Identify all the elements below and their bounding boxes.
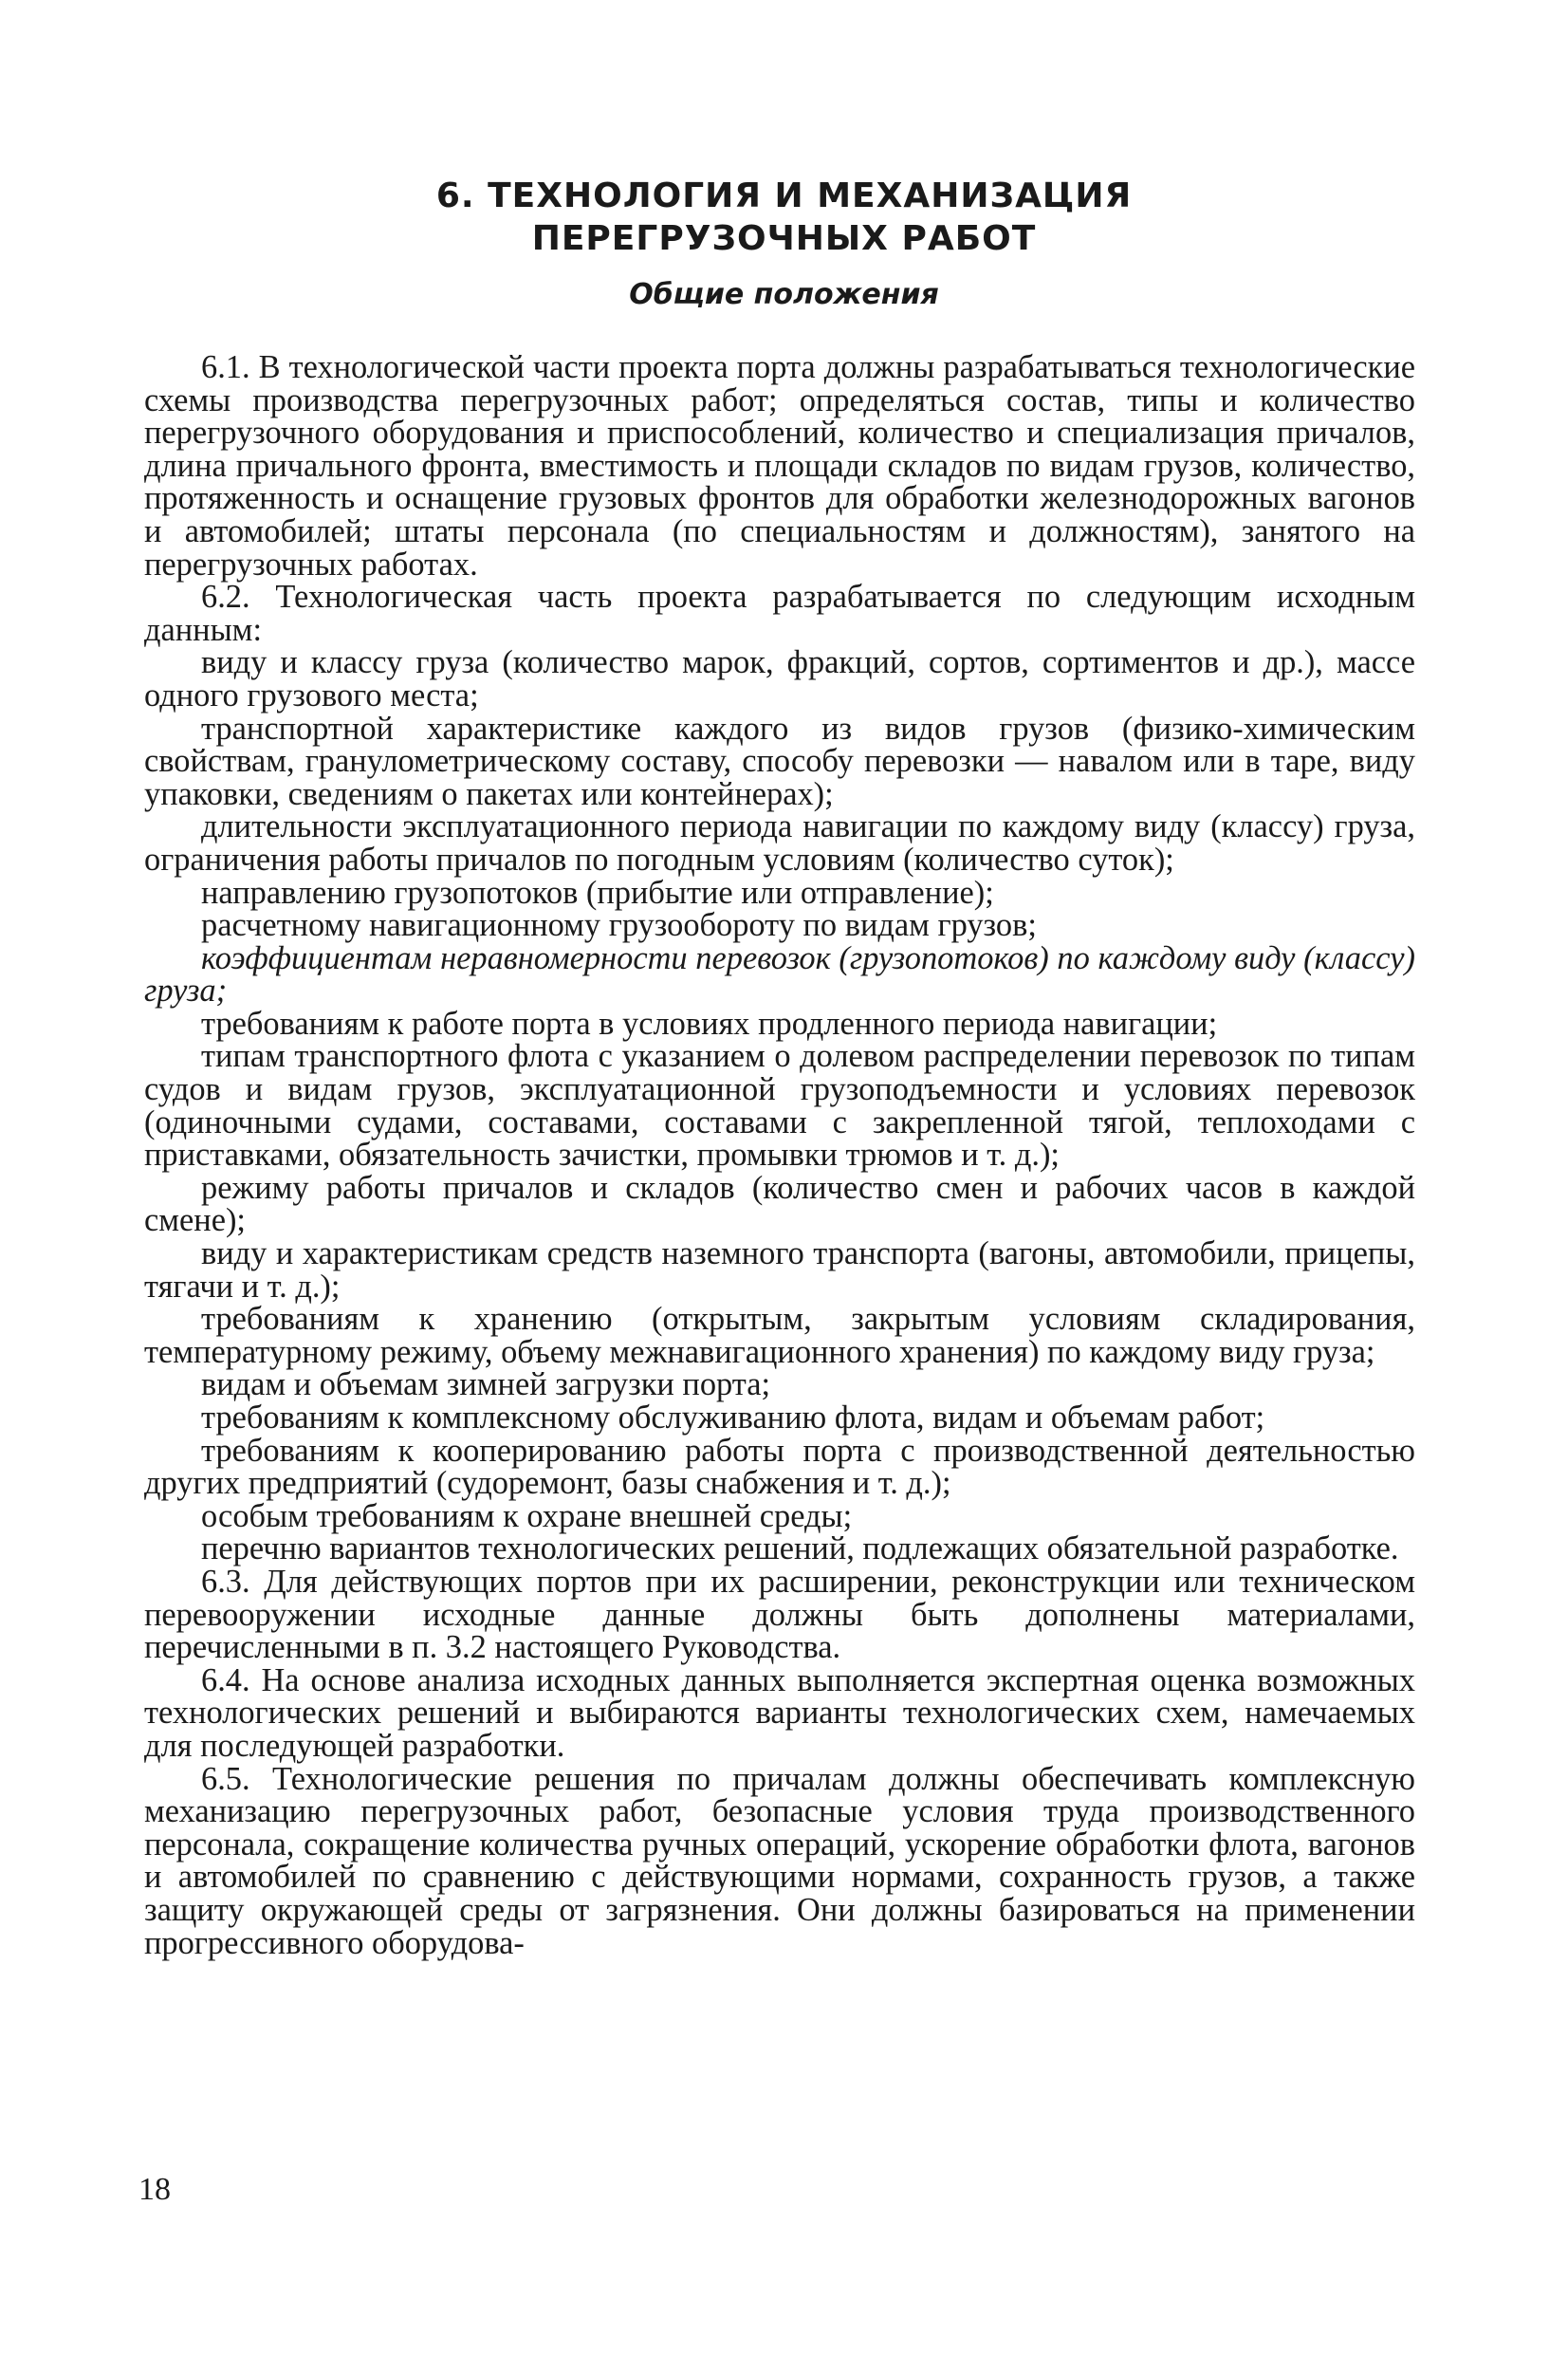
list-item: особым требованиям к охране внешней среды; [201,1497,853,1534]
list-item: перечню вариантов технологических решений, подлежащих обязательной разработке. [201,1530,1399,1567]
list-item: требованиям к хранению (открытым, закрытым условиям складирования, температурному режиму, объему межнавигационного хранения) по каждому виду груза; [144,1301,1415,1370]
section-subtitle: Общие положения [629,278,939,311]
paragraph-6-1: 6.1. В технологической части проекта порта должны разрабатываться технологические схемы производства перегрузочных работ; определяться состав, типы и количество перегрузочного оборудования и приспособлений, количество и специализация причалов, длина причального фронта, вместимость и площади складов по видам грузов, количество, протяженность и оснащение грузовых фронтов для обработки железнодорожных вагонов и автомобилей; штаты персонала (по специальностям и должностям), занятого на перегрузочных работах. [144,349,1415,583]
list-item: типам транспортного флота с указанием о долевом распределении перевозок по типам судов и видам грузов, эксплуатационной грузоподъемности и условиях перевозок (одиночными судами, составами, составами с закрепленной тягой, теплоходами с приставками, обязательность зачистки, промывки трюмов и т. д.); [144,1038,1415,1174]
list-item: коэффициентам неравномерности перевозок (грузопотоков) по каждому виду (классу) груза; [144,939,1415,1010]
list-item: виду и характеристикам средств наземного транспорта (вагоны, автомобили, прицепы, тягачи и т. д.); [144,1235,1415,1305]
paragraph-6-3: 6.3. Для действующих портов при их расширении, реконструкции или техническом перевооружении исходные данные должны быть дополнены материалами, перечисленными в п. 3.2 настоящего Руководства. [144,1563,1415,1666]
list-item: требованиям к комплексному обслуживанию флота, видам и объемам работ; [201,1399,1265,1436]
page-number: 18 [138,2172,171,2207]
list-item: требованиям к работе порта в условиях продленного периода навигации; [201,1005,1218,1042]
list-item: видам и объемам зимней загрузки порта; [201,1366,771,1403]
list-item: виду и классу груза (количество марок, фракций, сортов, сортиментов и др.), массе одного грузового места; [144,644,1415,714]
list-item: расчетному навигационному грузообороту по видам грузов; [201,907,1037,944]
paragraph-6-4: 6.4. На основе анализа исходных данных выполняется экспертная оценка возможных технологических решений и выбираются варианты технологических схем, намечаемых для последующей разработки. [144,1661,1415,1764]
list-item: длительности эксплуатационного периода навигации по каждому виду (классу) груза, ограничения работы причалов по погодным условиям (количество суток); [144,808,1415,878]
list-item: транспортной характеристике каждого из видов грузов (физико-химическим свойствам, гранулометрическому составу, способу перевозки — навалом или в таре, виду упаковки, сведениям о пакетах или контейнерах); [144,710,1415,812]
body-text [144,351,1415,1959]
list-item: направлению грузопотоков (прибытие или отправление); [201,874,994,911]
paragraph-6-2: 6.2. Технологическая часть проекта разрабатывается по следующим исходным данным: [144,579,1415,648]
paragraph-6-5: 6.5. Технологические решения по причалам должны обеспечивать комплексную механизацию перегрузочных работ, безопасные условия труда производственного персонала, сокращение количества ручных операций, ускорение обработки флота, вагонов и автомобилей по сравнению с действующими нормами, сохранность грузов, а также защиту окружающей среды от загрязнения. Они должны базироваться на применении прогрессивного оборудова- [144,1760,1415,1961]
list-item: требованиям к кооперированию работы порта с производственной деятельностью других предприятий (судоремонт, базы снабжения и т. д.); [144,1432,1415,1502]
list-item: режиму работы причалов и складов (количество смен и рабочих часов в каждой смене); [144,1169,1415,1239]
chapter-title-line-1: 6. ТЕХНОЛОГИЯ И МЕХАНИЗАЦИЯ [435,176,1133,215]
chapter-title-line-2: ПЕРЕГРУЗОЧНЫХ РАБОТ [531,219,1037,258]
